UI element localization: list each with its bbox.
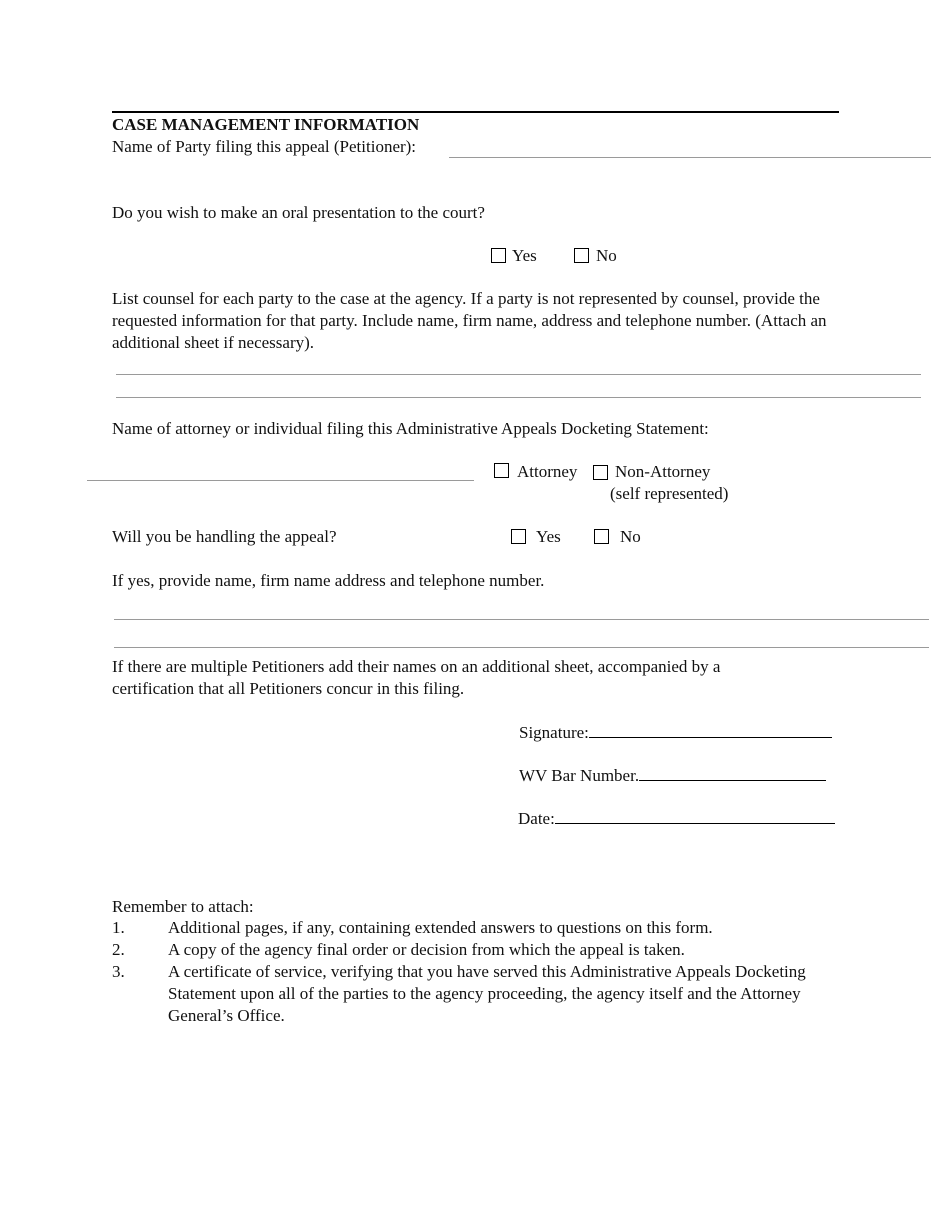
bar-number-field[interactable]: [639, 765, 826, 781]
bar-number-row: [519, 765, 826, 787]
section-title: CASE MANAGEMENT INFORMATION: [112, 115, 420, 134]
handling-no-checkbox[interactable]: [594, 529, 609, 544]
signature-field[interactable]: [589, 722, 832, 738]
reminder-item-2-text: A copy of the agency final order or decision from which the appeal is taken.: [168, 940, 685, 959]
reminder-item-1-text: Additional pages, if any, containing extended answers to questions on this form.: [168, 918, 713, 937]
handling-yes-label: Yes: [536, 527, 561, 546]
signature-row: [519, 722, 832, 744]
counsel-instructions: List counsel for each party to the case at the agency. If a party is not represented by counsel, provide the requested information for that party. Include name, firm name, address and telephone number. (Attach an additional sheet if necessary).: [112, 289, 827, 352]
attorney-checkbox[interactable]: [494, 463, 509, 478]
petitioner-name-field[interactable]: [449, 157, 931, 158]
handling-line-2[interactable]: [114, 647, 929, 648]
filer-name-field[interactable]: [87, 480, 474, 481]
handling-line-1[interactable]: [114, 619, 929, 620]
header-rule: [112, 111, 839, 113]
handling-no-label: No: [620, 527, 641, 546]
oral-yes-checkbox[interactable]: [491, 248, 506, 263]
oral-presentation-question: Do you wish to make an oral presentation to the court?: [112, 203, 485, 222]
date-field[interactable]: [555, 808, 835, 824]
bar-number-label: WV Bar Number.: [519, 766, 640, 785]
attorney-label: Attorney: [517, 462, 578, 481]
multiple-petitioners-note: If there are multiple Petitioners add their names on an additional sheet, accompanied by a certification that all Petitioners concur in this filing.: [112, 657, 721, 698]
reminder-item-1-num: 1.: [112, 918, 125, 937]
self-represented-note: (self represented): [610, 484, 729, 503]
non-attorney-label: Non-Attorney: [615, 462, 711, 481]
non-attorney-checkbox[interactable]: [593, 465, 608, 480]
reminder-item-3-text: A certificate of service, verifying that you have served this Administrative Appeals Docketing Statement upon all of the parties to the agency proceeding, the agency itself and the Attorney General’s Office.: [168, 962, 806, 1025]
filer-question: Name of attorney or individual filing this Administrative Appeals Docketing Statement:: [112, 419, 709, 438]
handling-followup: If yes, provide name, firm name address and telephone number.: [112, 571, 545, 590]
oral-no-label: No: [596, 246, 617, 265]
reminder-item-3-num: 3.: [112, 962, 125, 981]
oral-no-checkbox[interactable]: [574, 248, 589, 263]
oral-yes-label: Yes: [512, 246, 537, 265]
signature-label: Signature:: [519, 723, 589, 742]
counsel-line-1[interactable]: [116, 374, 921, 375]
petitioner-label: Name of Party filing this appeal (Petitioner):: [112, 137, 417, 156]
date-row: [518, 808, 835, 830]
reminder-item-2-num: 2.: [112, 940, 125, 959]
date-label: Date:: [518, 809, 555, 828]
handling-yes-checkbox[interactable]: [511, 529, 526, 544]
reminder-heading: Remember to attach:: [112, 897, 254, 916]
handling-question: Will you be handling the appeal?: [112, 527, 337, 546]
counsel-line-2[interactable]: [116, 397, 921, 398]
